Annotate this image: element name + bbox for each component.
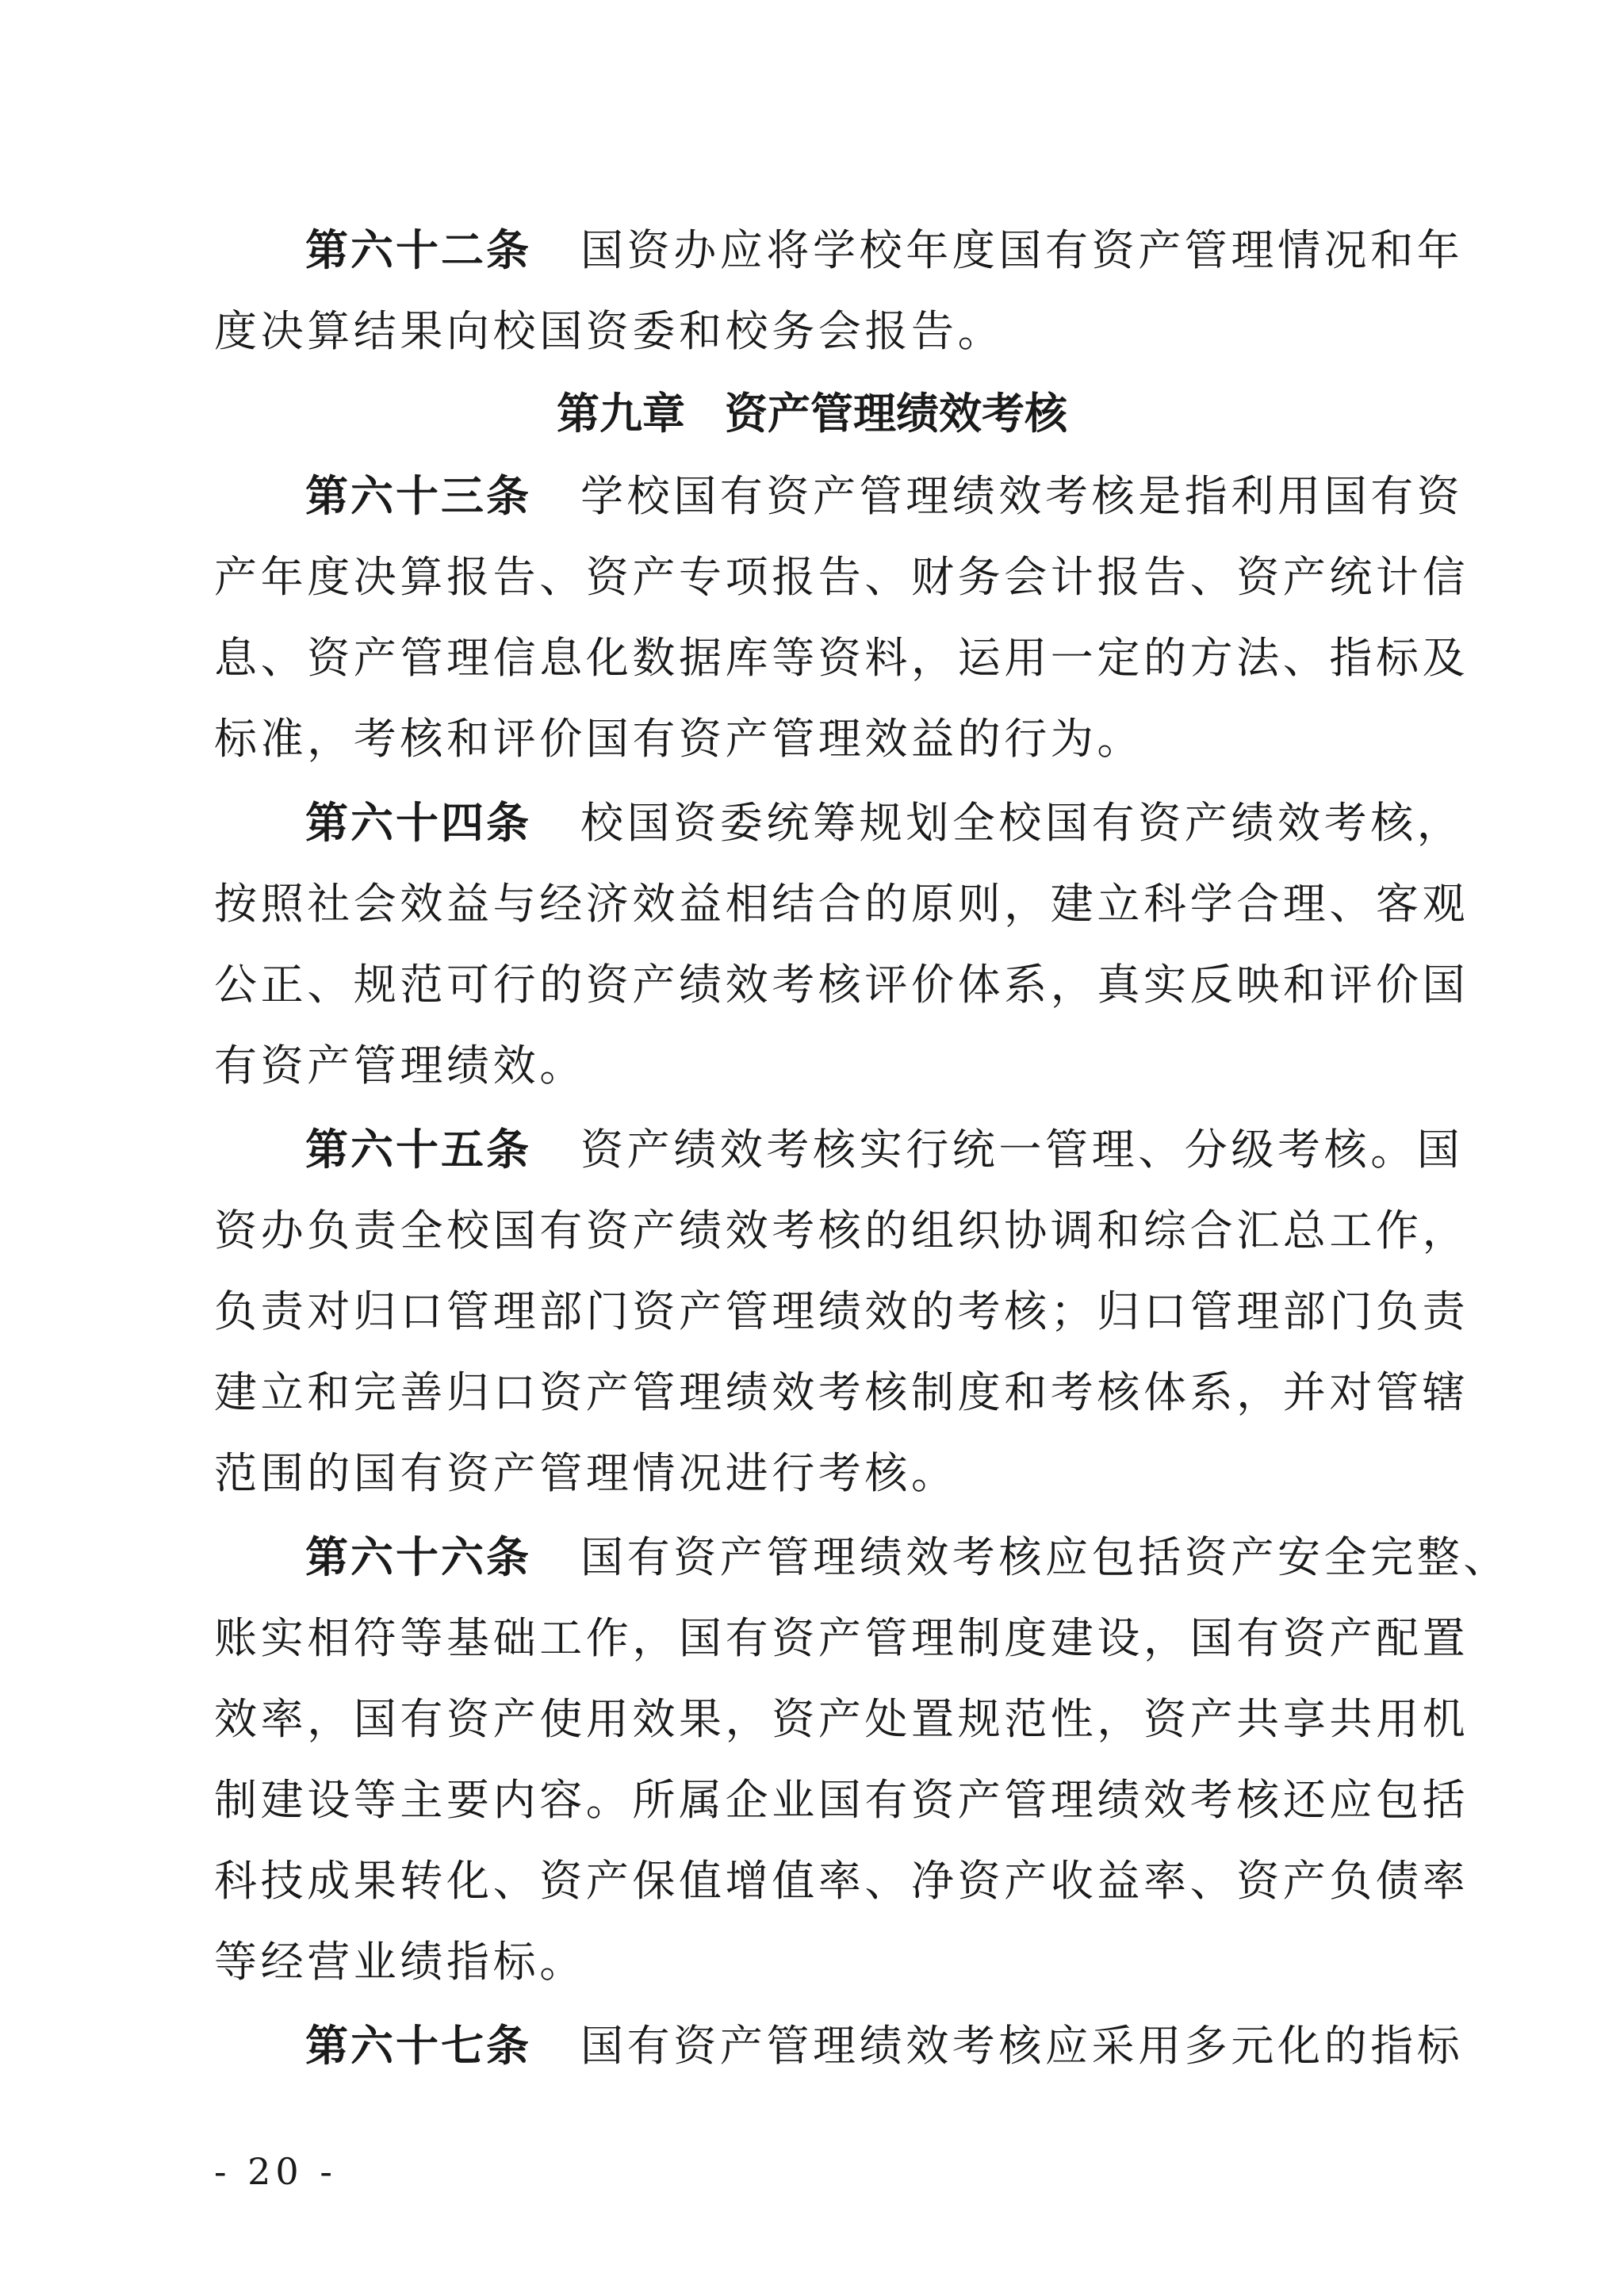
article-65-line-3: 负责对归口管理部门资产管理绩效的考核；归口管理部门负责 xyxy=(214,1286,1469,1336)
article-65-line-2: 资办负责全校国有资产绩效考核的组织协调和综合汇总工作， xyxy=(214,1205,1469,1255)
article-63-line-1 xyxy=(305,471,1511,522)
article-64-line-1 xyxy=(305,798,1511,849)
article-66-text-1: 国有资产管理绩效考核应包括资产安全完整、 xyxy=(580,1532,1510,1582)
article-67-text-1: 国有资产管理绩效考核应采用多元化的指标 xyxy=(580,2021,1464,2071)
article-66-number: 第六十六条 xyxy=(305,1532,531,1582)
chapter-title: 资产管理绩效考核 xyxy=(725,389,1067,439)
article-66-line-2: 账实相符等基础工作，国有资产管理制度建设，国有资产配置 xyxy=(214,1613,1469,1663)
page-number: - 20 - xyxy=(214,2150,337,2193)
article-66-line-5: 科技成果转化、资产保值增值率、净资产收益率、资产负债率 xyxy=(214,1856,1469,1906)
article-64-line-2: 按照社会效益与经济效益相结合的原则，建立科学合理、客观 xyxy=(214,879,1469,929)
article-65-number: 第六十五条 xyxy=(305,1125,531,1175)
article-63-line-4: 标准，考核和评价国有资产管理效益的行为。 xyxy=(214,714,1143,764)
article-65-line-5: 范围的国有资产管理情况进行考核。 xyxy=(214,1448,958,1498)
article-66-line-3: 效率，国有资产使用效果，资产处置规范性，资产共享共用机 xyxy=(214,1694,1469,1744)
chapter-number: 第九章 xyxy=(557,389,685,439)
article-67-line-1 xyxy=(305,2021,1511,2072)
article-63-number: 第六十三条 xyxy=(305,471,531,521)
article-66-line-6: 等经营业绩指标。 xyxy=(214,1937,586,1987)
article-64-text-1: 校国资委统筹规划全校国有资产绩效考核， xyxy=(580,798,1464,848)
article-65-text-1: 资产绩效考核实行统一管理、分级考核。国 xyxy=(580,1125,1464,1175)
article-63-text-1: 学校国有资产管理绩效考核是指利用国有资 xyxy=(580,471,1464,521)
chapter-heading xyxy=(0,389,1624,439)
article-66-line-1 xyxy=(305,1532,1511,1583)
article-67-number: 第六十七条 xyxy=(305,2021,531,2071)
article-62-line-1 xyxy=(305,225,1511,276)
article-63-line-2: 产年度决算报告、资产专项报告、财务会计报告、资产统计信 xyxy=(214,552,1469,602)
article-64-line-4: 有资产管理绩效。 xyxy=(214,1041,586,1091)
article-64-number: 第六十四条 xyxy=(305,798,531,848)
article-62-text-1: 国资办应将学校年度国有资产管理情况和年 xyxy=(580,225,1464,275)
article-63-line-3: 息、资产管理信息化数据库等资料，运用一定的方法、指标及 xyxy=(214,633,1469,683)
article-66-line-4: 制建设等主要内容。所属企业国有资产管理绩效考核还应包括 xyxy=(214,1775,1469,1825)
article-62-number: 第六十二条 xyxy=(305,225,531,275)
article-64-line-3: 公正、规范可行的资产绩效考核评价体系，真实反映和评价国 xyxy=(214,960,1469,1010)
article-65-line-4: 建立和完善归口资产管理绩效考核制度和考核体系，并对管辖 xyxy=(214,1367,1469,1417)
article-62-line-2: 度决算结果向校国资委和校务会报告。 xyxy=(214,306,1005,356)
article-65-line-1 xyxy=(305,1125,1511,1175)
